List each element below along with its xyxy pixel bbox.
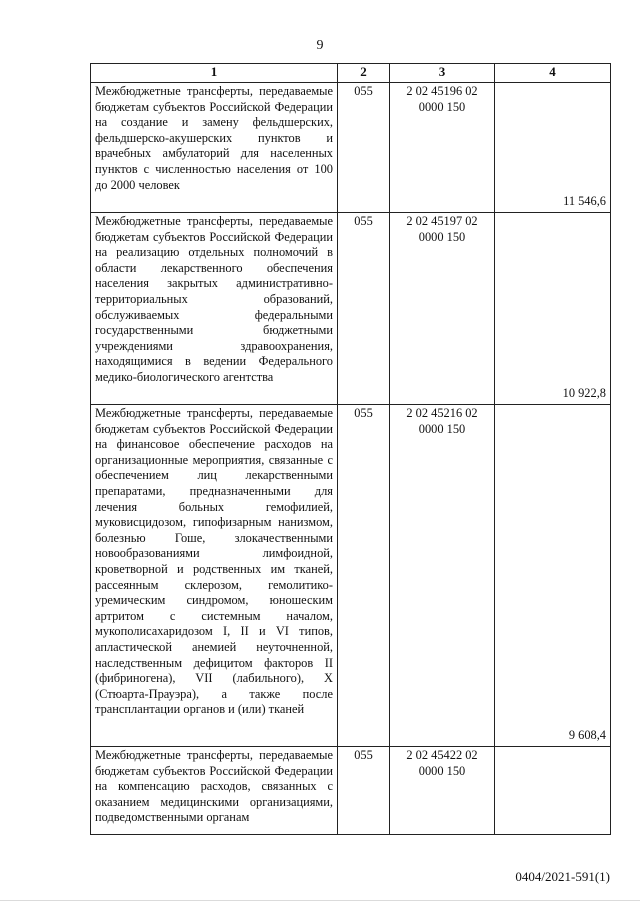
row-amount	[495, 747, 611, 835]
row-admin-code: 055	[338, 747, 390, 835]
row-kbk-code: 2 02 45196 02 0000 150	[390, 83, 495, 213]
row-amount: 11 546,6	[495, 83, 611, 213]
table-row	[91, 213, 611, 405]
row-admin-code: 055	[338, 213, 390, 405]
row-admin-code: 055	[338, 405, 390, 747]
document-footer-code: 0404/2021-591(1)	[515, 869, 610, 884]
row-kbk-code: 2 02 45422 02 0000 150	[390, 747, 495, 835]
header-col-4: 4	[495, 64, 611, 83]
header-col-1: 1	[91, 64, 338, 83]
row-amount: 9 608,4	[495, 405, 611, 747]
row-admin-code: 055	[338, 83, 390, 213]
header-col-3: 3	[390, 64, 495, 83]
budget-table	[90, 63, 611, 835]
row-kbk-code: 2 02 45216 02 0000 150	[390, 405, 495, 747]
row-description: Межбюджетные трансферты, передаваемые бюджетам субъектов Российской Федерации на компенсацию расходов, связанных с оказанием медицинскими организациями, подведомственными органам	[91, 747, 338, 835]
table-row	[91, 83, 611, 213]
table-row	[91, 405, 611, 747]
page-number: 9	[316, 38, 324, 53]
row-description: Межбюджетные трансферты, передаваемые бюджетам субъектов Российской Федерации на создание и замену фельдшерских, фельдшерско-акушерских пунктов и врачебных амбулаторий для населенных пунктов с численностью населения от 100 до 2000 человек	[91, 83, 338, 213]
row-amount: 10 922,8	[495, 213, 611, 405]
row-description: Межбюджетные трансферты, передаваемые бюджетам субъектов Российской Федерации на финансовое обеспечение расходов на организационные мероприятия, связанные с обеспечением лиц лекарственными препаратами, предназначенными для лечения больных гемофилией, муковисцидозом, гипофизарным нанизмом, болезнью Гоше, злокачественными новообразованиями лимфоидной, кроветворной и родственных им тканей, рассеянным склерозом, гемолитико-уремическим синдромом, юношеским артритом с системным началом, мукополисахаридозом I, II и VI типов, апластической анемией неуточненной, наследственным дефицитом факторов II (фибриногена), VII (лабильного), X (Стюарта-Прауэра), а также после трансплантации органов и (или) тканей	[91, 405, 338, 747]
table-header-row	[91, 64, 611, 83]
row-description: Межбюджетные трансферты, передаваемые бюджетам субъектов Российской Федерации на реализацию отдельных полномочий в области лекарственного обеспечения населения закрытых административно-территориальных образований, обслуживаемых федеральными государственными бюджетными учреждениями здравоохранения, находящимися в ведении Федерального медико-биологического агентства	[91, 213, 338, 405]
header-col-2: 2	[338, 64, 390, 83]
scan-edge-mark	[0, 900, 640, 901]
table-row	[91, 747, 611, 835]
row-kbk-code: 2 02 45197 02 0000 150	[390, 213, 495, 405]
